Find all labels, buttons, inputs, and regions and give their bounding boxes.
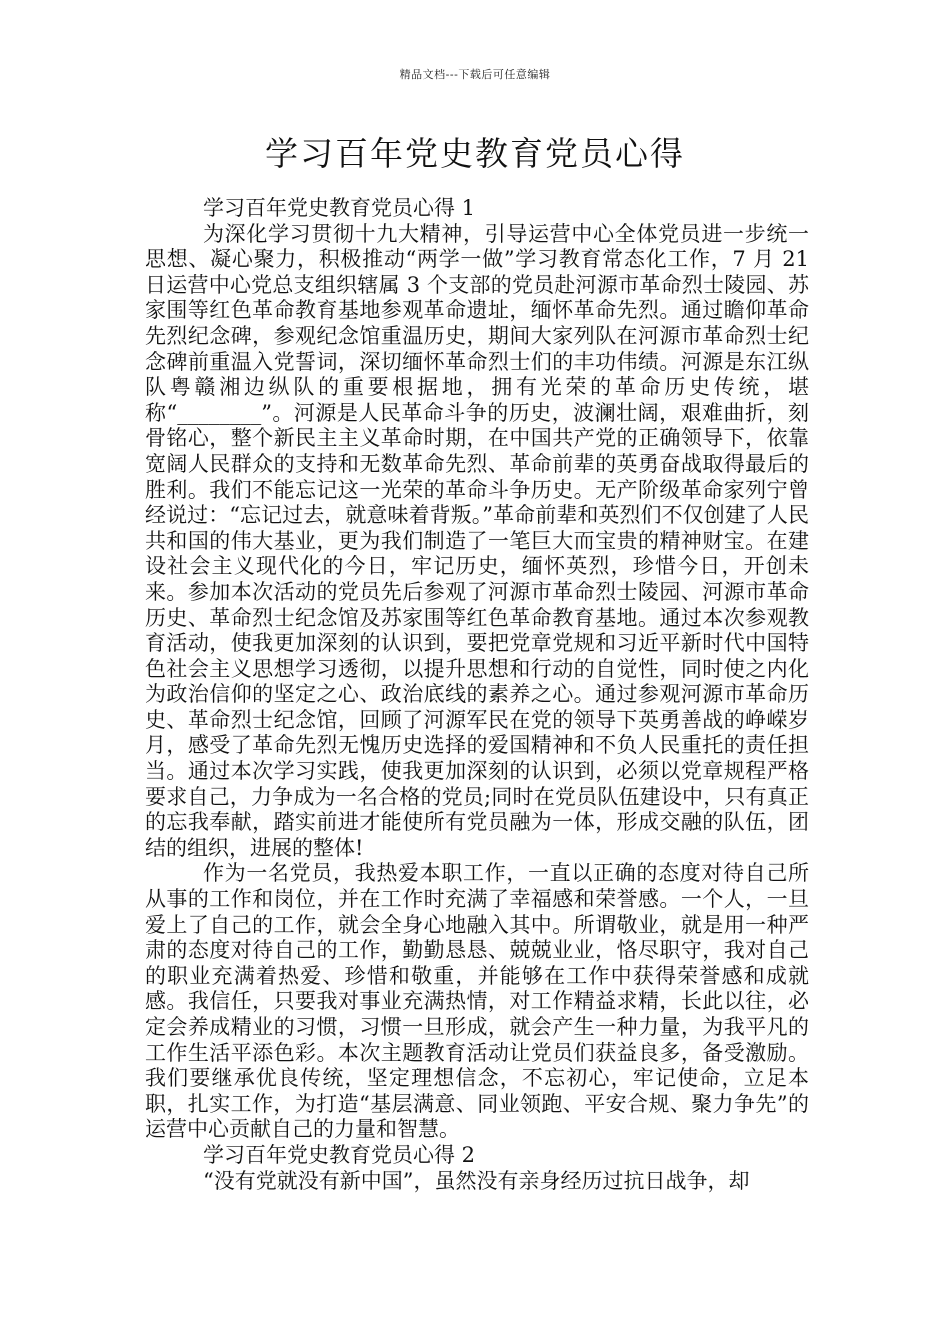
paragraph-1: 为深化学习贯彻十九大精神，引导运营中心全体党员进一步统一思想、凝心聚力，积极推动“两学一做”学习教育常态化工作，7 月 21 日运营中心党总支组织辖属 3 个支部的党员赴河源市革命烈士陵园、苏家围等红色革命教育基地参观革命遗址，缅怀革命先烈。通过瞻仰革命先烈纪念碑，参观纪念馆重温历史，期间大家列队在河源市革命烈士纪念碑前重温入党誓词，深切缅怀革命烈士们的丰功伟绩。河源是东江纵队粤赣湘边纵队的重要根据地，拥有光荣的革命历史传统，堪称“________”。河源是人民革命斗争的历史，波澜壮阔，艰难曲折，刻骨铭心，整个新民主主义革命时期，在中国共产党的正确领导下，依靠宽阔人民群众的支持和无数革命先烈、革命前辈的英勇奋战取得最后的胜利。我们不能忘记这一光荣的革命斗争历史。无产阶级革命家列宁曾经说过：“忘记过去，就意味着背叛。”革命前辈和英烈们不仅创建了人民共和国的伟大基业，更为我们制造了一笔巨大而宝贵的精神财宝。在建设社会主义现代化的今日，牢记历史，缅怀英烈，珍惜今日，开创未来。参加本次活动的党员先后参观了河源市革命烈士陵园、河源市革命历史、革命烈士纪念馆及苏家围等红色革命教育基地。通过本次参观教育活动，使我更加深刻的认识到，要把党章党规和习近平新时代中国特色社会主义思想学习透彻，以提升思想和行动的自觉性，同时使之内化为政治信仰的坚定之心、政治底线的素养之心。通过参观河源市革命历史、革命烈士纪念馆，回顾了河源军民在党的领导下英勇善战的峥嵘岁月，感受了革命先烈无愧历史选择的爱国精神和不负人民重托的责任担当。通过本次学习实践，使我更加深刻的认识到，必须以党章规程严格要求自己，力争成为一名合格的党员;同时在党员队伍建设中，只有真正的忘我奉献，踏实前进才能使所有党员融为一体，形成交融的队伍，团结的组织，进展的整体! [145, 221, 809, 860]
paragraph-3: “没有党就没有新中国”，虽然没有亲身经历过抗日战争，却 [203, 1168, 750, 1193]
document-body [145, 196, 809, 1194]
section-heading-2: 学习百年党史教育党员心得 2 [203, 1142, 476, 1167]
document-title: 学习百年党史教育党员心得 [265, 134, 685, 173]
section-heading-1: 学习百年党史教育党员心得 1 [203, 196, 476, 220]
paragraph-2: 作为一名党员，我热爱本职工作，一直以正确的态度对待自己所从事的工作和岗位，并在工作时充满了幸福感和荣誉感。一个人，一旦爱上了自己的工作，就会全身心地融入其中。所谓敬业，就是用一种严肃的态度对待自己的工作，勤勤恳恳、兢兢业业，恪尽职守，我对自己的职业充满着热爱、珍惜和敬重，并能够在工作中获得荣誉感和成就感。我信任，只要我对事业充满热情，对工作精益求精，长此以往，必定会养成精业的习惯，习惯一旦形成，就会产生一种力量，为我平凡的工作生活平添色彩。本次主题教育活动让党员们获益良多，备受激励。我们要继承优良传统，坚定理想信念，不忘初心，牢记使命，立足本职，扎实工作，为打造“基层满意、同业领跑、平安合规、聚力争先”的运营中心贡献自己的力量和智慧。 [145, 861, 809, 1142]
page-header: 精品文档---下载后可任意编辑 [399, 68, 551, 81]
